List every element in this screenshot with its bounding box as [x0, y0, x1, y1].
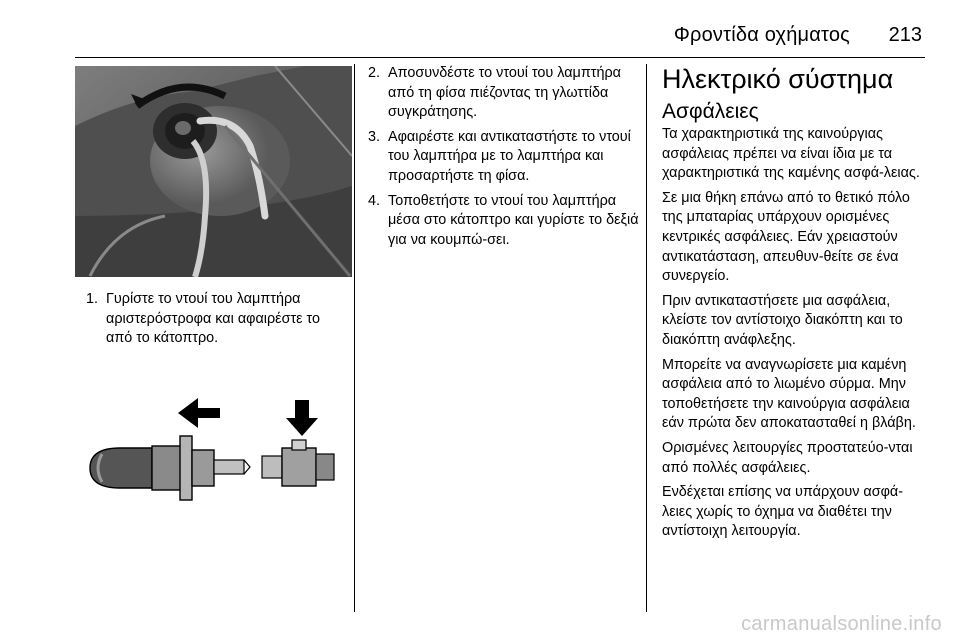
section-subheading: Ασφάλειες — [662, 100, 759, 123]
paragraph-3: Πριν αντικαταστήσετε μια ασφάλεια, κλείστε τον αντίστοιχο διακόπτη και το διακόπτη ανάφλεξης. — [662, 292, 903, 348]
paragraph-2: Σε μια θήκη επάνω από το θετικό πόλο της μπαταρίας υπάρχουν ορισμένες κεντρικές ασφάλειες. Εάν χρειαστούν αντικατάσταση, απευθυν-θείτε σε ένα συνεργείο. — [662, 189, 910, 285]
header-rule — [75, 57, 925, 58]
step-4 — [368, 192, 640, 251]
left-arrow-icon — [178, 398, 220, 428]
fuses-section — [662, 62, 932, 547]
paragraph-1: Τα χαρακτηριστικά της καινούργιας ασφάλειας πρέπει να είναι ίδια με τα χαρακτηριστικά της καμένης ασφά-λειας. — [662, 126, 920, 182]
paragraph-6: Ενδέχεται επίσης να υπάρχουν ασφά-λειες χωρίς το όχημα να διαθέτει την αντίστοιχη λειτουργία. — [662, 484, 904, 540]
paragraph-4: Μπορείτε να αναγνωρίσετε μια καμένη ασφάλεια από το λιωμένο σύρμα. Μην τοποθετήσετε την καινούργια ασφάλεια εάν πρώτα δεν αποκατασταθεί η βλάβη. — [662, 356, 916, 432]
step-1 — [86, 290, 348, 349]
paragraph-5: Ορισμένες λειτουργίες προστατεύο-νται από πολλές ασφάλειες. — [662, 439, 913, 476]
page-number: 213 — [888, 24, 922, 46]
steps-list-part2 — [368, 64, 640, 255]
step-2-number: 2. — [368, 65, 381, 81]
step-3-number: 3. — [368, 128, 381, 145]
bulb-socket-photo — [75, 66, 352, 277]
step-4-number: 4. — [368, 192, 381, 209]
bulb-socket-photo-graphic — [75, 66, 352, 277]
socket-connector-diagram-graphic — [80, 388, 342, 503]
step-2 — [368, 64, 640, 123]
down-arrow-icon — [286, 400, 318, 436]
step-2-text: Αποσυνδέστε το ντουί του λαμπτήρα από τη φίσα πιέζοντας τη γλωττίδα συγκράτησης. — [388, 65, 621, 121]
step-1-number: 1. — [86, 291, 99, 307]
watermark: carmanualsonline.info — [741, 613, 942, 635]
step-3 — [368, 128, 640, 187]
column-divider-right — [646, 64, 647, 612]
socket-connector-diagram — [80, 388, 342, 503]
column-divider-left — [354, 64, 355, 612]
step-4-text: Τοποθετήστε το ντουί του λαμπτήρα μέσα στο κάτοπτρο και γυρίστε το δεξιά για να κουμπώ-σει. — [388, 192, 639, 248]
page-title: Φροντίδα οχήματος — [673, 24, 850, 46]
steps-list-part1 — [86, 290, 348, 349]
step-1-text: Γυρίστε το ντουί του λαμπτήρα αριστερόστροφα και αφαιρέστε το από το κάτοπτρο. — [106, 291, 321, 347]
page-header — [0, 0, 960, 60]
section-heading: Ηλεκτρικό σύστημα — [662, 64, 894, 94]
step-3-text: Αφαιρέστε και αντικαταστήστε το ντουί του λαμπτήρα με το λαμπτήρα και προσαρτήστε τη φίσα. — [388, 128, 631, 184]
